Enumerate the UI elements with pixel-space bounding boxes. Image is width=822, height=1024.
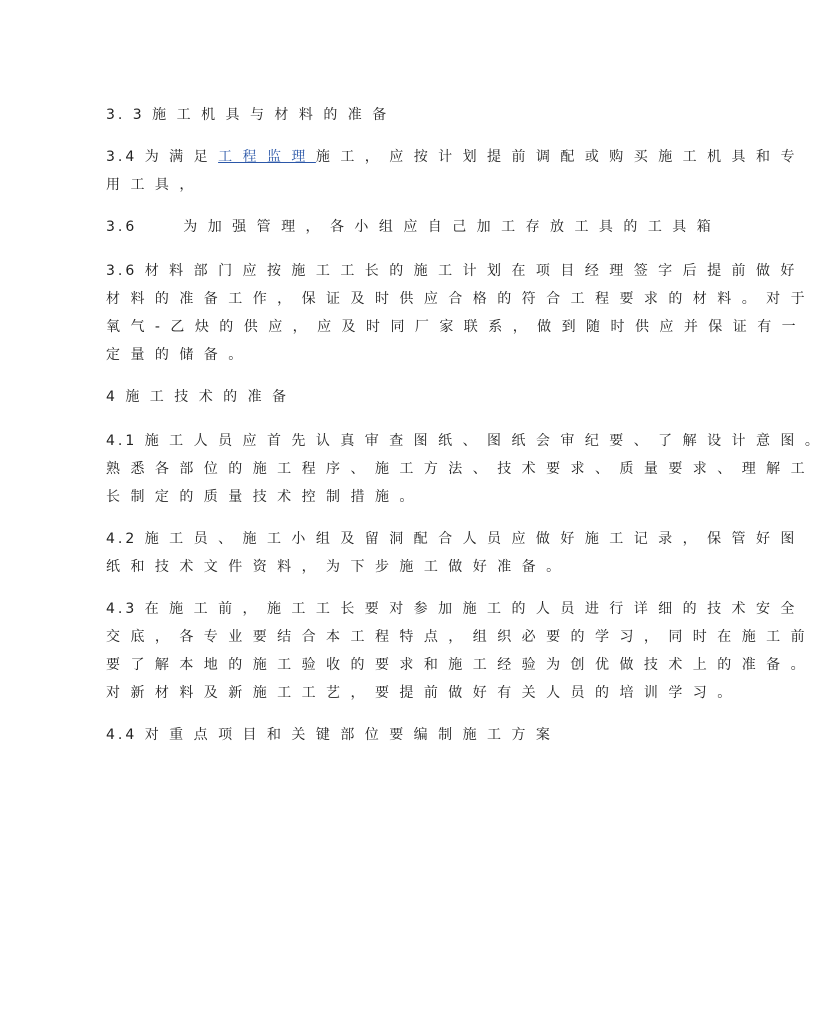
paragraph-3-6-a (106, 218, 714, 236)
paragraph-3-6-b-line-4: 定 量 的 储 备 。 (106, 347, 246, 363)
paragraph-4-1-line-3: 长 制 定 的 质 量 技 术 控 制 措 施 。 (106, 489, 417, 505)
paragraph-3-6-b-line-1: 3.6 材 料 部 门 应 按 施 工 工 长 的 施 工 计 划 在 项 目 经 理 签 字 后 提 前 做 好 (106, 263, 798, 279)
paragraph-4-4: 4.4 对 重 点 项 目 和 关 键 部 位 要 编 制 施 工 方 案 (106, 727, 553, 743)
paragraph-4-2-line-1: 4.2 施 工 员 、 施 工 小 组 及 留 洞 配 合 人 员 应 做 好 施 工 记 录 ， 保 管 好 图 (106, 531, 798, 547)
paragraph-3-4-line-2: 用 工 具 ， (106, 177, 197, 193)
paragraph-3-6-a-text: 为 加 强 管 理 ， 各 小 组 应 自 己 加 工 存 放 工 具 的 工 具 箱 (183, 219, 714, 235)
paragraph-3-6-a-number: 3.6 (106, 219, 138, 235)
paragraph-4-1-line-2: 熟 悉 各 部 位 的 施 工 程 序 、 施 工 方 法 、 技 术 要 求 、 质 量 要 求 、 理 解 工 (106, 461, 808, 477)
section-heading-3-3: 3. 3 施 工 机 具 与 材 料 的 准 备 (106, 107, 390, 123)
paragraph-4-3-line-3: 要 了 解 本 地 的 施 工 验 收 的 要 求 和 施 工 经 验 为 创 优 做 技 术 上 的 准 备 。 (106, 657, 808, 673)
paragraph-4-2-line-2: 纸 和 技 术 文 件 资 料 ， 为 下 步 施 工 做 好 准 备 。 (106, 559, 564, 575)
engineering-supervision-link[interactable]: 工 程 监 理 (218, 149, 316, 165)
paragraph-4-1-line-1: 4.1 施 工 人 员 应 首 先 认 真 审 查 图 纸 、 图 纸 会 审 纪 要 、 了 解 设 计 意 图 。 (106, 433, 822, 449)
paragraph-3-4-prefix: 3.4 为 满 足 (106, 149, 219, 165)
paragraph-3-6-b-line-3: 氧 气 - 乙 炔 的 供 应 ， 应 及 时 同 厂 家 联 系 ， 做 到 随 时 供 应 并 保 证 有 一 (106, 319, 799, 335)
paragraph-4-3-line-4: 对 新 材 料 及 新 施 工 工 艺 ， 要 提 前 做 好 有 关 人 员 的 培 训 学 习 。 (106, 685, 735, 701)
paragraph-3-4-line-1 (106, 148, 797, 166)
paragraph-4-3-line-1: 4.3 在 施 工 前 ， 施 工 工 长 要 对 参 加 施 工 的 人 员 进 行 详 细 的 技 术 安 全 (106, 601, 798, 617)
paragraph-4-3-line-2: 交 底 ， 各 专 业 要 结 合 本 工 程 特 点 ， 组 织 必 要 的 学 习 ， 同 时 在 施 工 前 (106, 629, 808, 645)
paragraph-3-6-b-line-2: 材 料 的 准 备 工 作 ， 保 证 及 时 供 应 合 格 的 符 合 工 程 要 求 的 材 料 。 对 于 (106, 291, 808, 307)
section-heading-4: 4 施 工 技 术 的 准 备 (106, 389, 290, 405)
paragraph-3-4-rest: 施 工 ， 应 按 计 划 提 前 调 配 或 购 买 施 工 机 具 和 专 (315, 149, 798, 165)
